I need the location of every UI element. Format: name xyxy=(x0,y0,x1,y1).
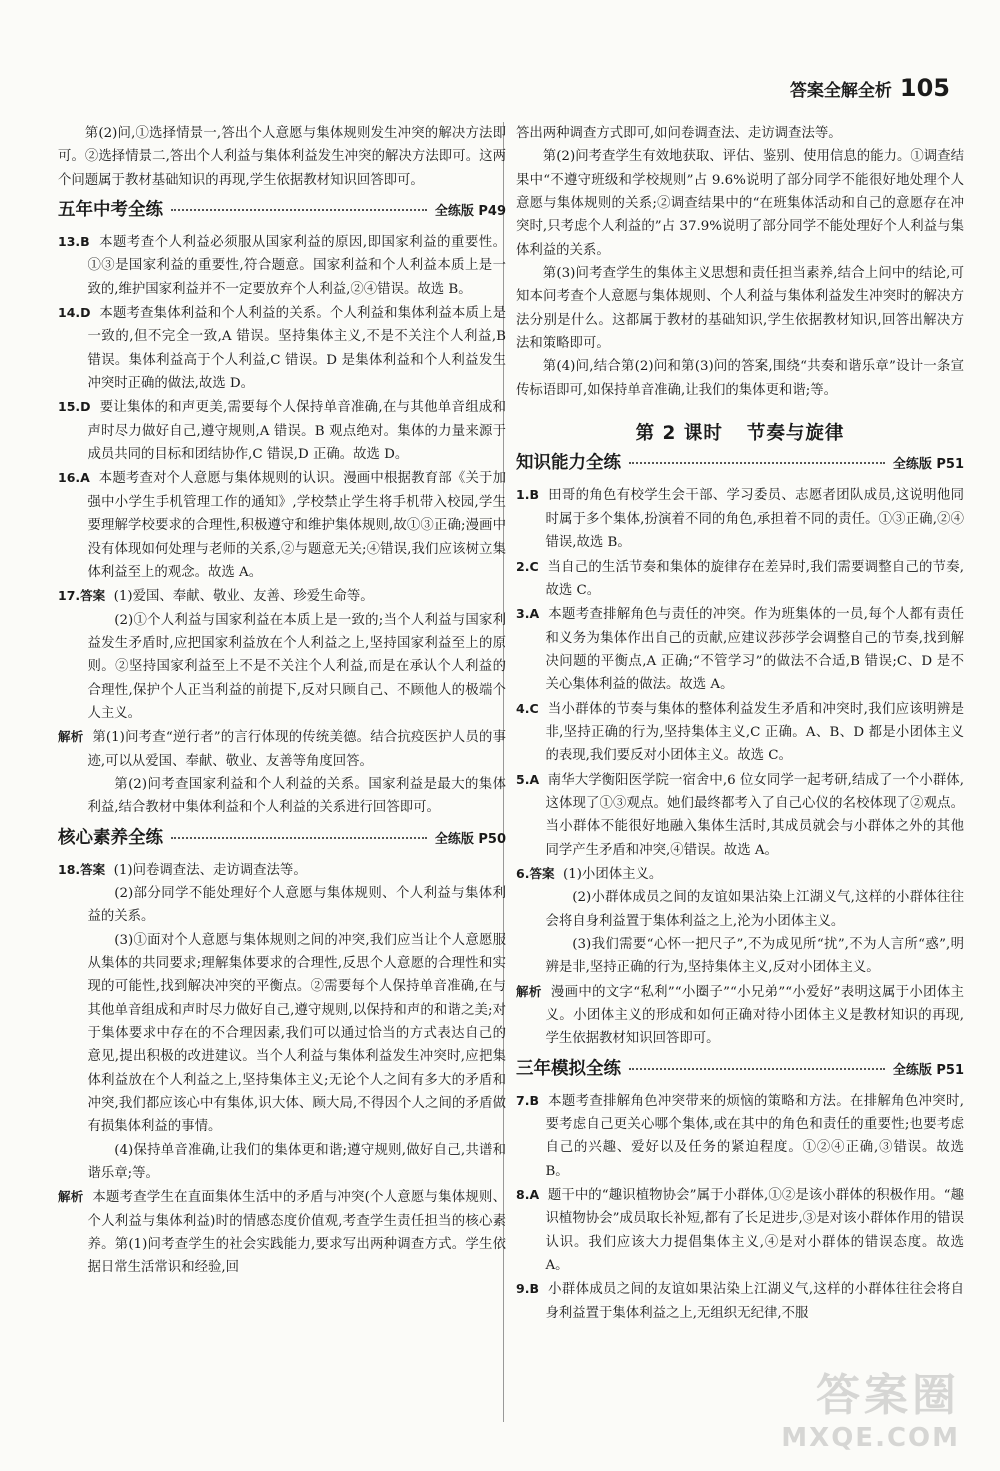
lesson-number: 第 2 课时 xyxy=(635,423,723,445)
left-column xyxy=(58,122,506,1280)
answer-number: 6.答案 xyxy=(516,865,555,881)
answer-2 xyxy=(516,555,964,603)
answer-number: 8.A xyxy=(516,1187,540,1203)
answer-4 xyxy=(516,697,964,768)
section-dots xyxy=(171,837,427,839)
watermark-line2: MXQE.COM xyxy=(781,1423,960,1453)
answer-text: 本题考查排解角色冲突带来的烦恼的策略和方法。在排解角色冲突时,要考虑自己更关心哪个集体,或在其中的角色和责任的重要性;也要考虑自己的兴趣、爱好以及任务的紧迫程度。①②④正确,③错误。故选 B。 xyxy=(545,1093,964,1179)
section-header-three-year xyxy=(516,1058,964,1084)
answer-6-part3: (3)我们需要“心怀一把尺子”,不为成见所“扰”,不为人言所“惑”,明辨是非,坚持正确的行为,坚持集体主义,反对小团体主义。 xyxy=(545,937,964,976)
page-number: 105 xyxy=(899,74,950,102)
answer-18-part4: (4)保持单音准确,让我们的集体更和谐;遵守规则,做好自己,共谱和谐乐章;等。 xyxy=(87,1142,506,1182)
header-title: 答案全解全析 xyxy=(789,80,892,101)
answer-6-part2: (2)小群体成员之间的友谊如果沾染上江湖义气,这样的小群体往往会将自身利益置于集体利益之上,沦为小团体主义。 xyxy=(545,890,964,929)
answer-5 xyxy=(516,768,964,862)
answer-text: 本题考查个人利益必须服从国家利益的原因,即国家利益的重要性。①③是国家利益的重要性,符合题意。国家利益和个人利益本质上是一致的,维护国家利益并不一定要放弃个人利益,②④错误。故选 B。 xyxy=(87,235,506,297)
analysis-18-q3: 第(3)问考查学生的集体主义思想和责任担当素养,结合上问中的结论,可知本问考查个人意愿与集体规则、个人利益与集体利益发生冲突时的解决方法分别是什么。这都属于教材的基础知识,学生依据教材知识,回答出解决方法和策略即可。 xyxy=(516,266,964,352)
continued-paragraph: 答出两种调查方式即可,如问卷调查法、走访调查法等。 xyxy=(516,126,842,141)
section-dots xyxy=(629,1068,885,1070)
answer-number: 7.B xyxy=(516,1092,539,1108)
answer-number: 16.A xyxy=(58,470,90,486)
section-ref: 全练版 P49 xyxy=(434,204,506,220)
answer-text: 当小群体的节奏与集体的整体利益发生矛盾和冲突时,我们应该明辨是非,坚持正确的行为,坚持集体主义,C 正确。A、B、D 都是小团体主义的表现,我们要反对小团体主义。故选 C。 xyxy=(545,701,964,764)
section-header-core xyxy=(58,827,506,853)
answer-text: (1)问卷调查法、走访调查法等。 xyxy=(113,862,307,878)
answer-text: 本题考查集体利益和个人利益的关系。个人利益和集体利益本质上是一致的,但不完全一致,A 错误。坚持集体主义,不是不关注个人利益,B 错误。集体利益高于个人利益,C 错误。D 是集体利益和个人利益发生冲突时正确的做法,故选 D。 xyxy=(87,306,507,392)
answer-3 xyxy=(516,602,964,696)
watermark-logo xyxy=(781,1359,960,1453)
answer-9 xyxy=(516,1277,964,1325)
answer-text: 本题考查排解角色与责任的冲突。作为班集体的一员,每个人都有责任和义务为集体作出自己的贡献,应建议莎莎学会调整自己的节奏,找到解决问题的平衡点,A 正确;“不管学习”的做法不合适,B 错误;C、D 是不关心集体利益的做法。故选 A。 xyxy=(545,607,964,693)
analysis-text: 第(1)问考查“逆行者”的言行体现的传统美德。结合抗疫医护人员的事迹,可以从爱国、奉献、敬业、友善等角度回答。 xyxy=(87,730,506,769)
answer-number: 2.C xyxy=(516,558,539,574)
analysis-18-q4: 第(4)问,结合第(2)问和第(3)问的答案,围绕“共奏和谐乐章”设计一条宣传标语即可,如保持单音准确,让我们的集体更和谐;等。 xyxy=(516,359,964,398)
analysis-6 xyxy=(516,980,964,1051)
answer-1 xyxy=(516,483,964,554)
answer-text: 本题考查对个人意愿与集体规则的认识。漫画中根据教育部《关于加强中小学生手机管理工作的通知》,学校禁止学生将手机带入校园,学生要理解学校要求的合理性,积极遵守和维护集体规则,故①③正确;漫画中没有体现如何处理与老师的关系,②与题意无关;④错误,我们应该树立集体利益至上的观念。故选 A。 xyxy=(87,471,507,580)
answer-number: 5.A xyxy=(516,771,540,787)
intro-paragraph: 第(2)问,①选择情景一,答出个人意愿与集体规则发生冲突的解决方法即可。②选择情景二,答出个人利益与集体利益发生冲突的解决方法即可。这两个问题属于教材基础知识的再现,学生依据教材知识回答即可。 xyxy=(58,126,506,188)
lesson-title xyxy=(516,422,964,445)
answer-14 xyxy=(58,301,506,395)
section-title: 知识能力全练 xyxy=(516,453,621,474)
section-dots xyxy=(629,462,885,464)
section-header-knowledge xyxy=(516,452,964,478)
answer-number: 14.D xyxy=(58,305,91,321)
analysis-18-q2: 第(2)问考查学生有效地获取、评估、鉴别、使用信息的能力。①调查结果中“不遵守班级和学校规则”占 9.6%说明了部分同学不能很好地处理个人意愿与集体规则的关系;②调查结果中的“在班集体活动和自己的意愿存在冲突时,只考虑个人利益的”占 37.9%说明了部分同学不能处理好个人利益与集体利益的关系。 xyxy=(516,149,964,258)
answer-text: 题干中的“趣识植物协会”属于小群体,①②是该小群体的积极作用。“趣识植物协会”成员取长补短,都有了长足进步,③是对该小群体作用的错误认识。我们应该大力提倡集体主义,④是对小群体的错误态度。故选 A。 xyxy=(545,1188,965,1274)
analysis-text: 本题考查学生在直面集体生活中的矛盾与冲突(个人意愿与集体规则、个人利益与集体利益)时的情感态度价值观,考查学生责任担当的核心素养。第(1)问考查学生的社会实践能力,要求写出两种调查方式。学生依据日常生活常识和经验,回 xyxy=(87,1190,506,1276)
watermark-line1: 答案圈 xyxy=(816,1370,960,1421)
analysis-label: 解析 xyxy=(58,729,84,745)
answer-6 xyxy=(516,862,964,886)
lesson-name: 节奏与旋律 xyxy=(746,423,845,445)
answer-number: 15.D xyxy=(58,399,91,415)
answer-13 xyxy=(58,230,506,301)
section-title: 三年模拟全练 xyxy=(516,1058,621,1079)
answer-16 xyxy=(58,466,506,584)
right-column xyxy=(516,122,964,1325)
section-title: 五年中考全练 xyxy=(58,200,163,221)
section-ref: 全练版 P51 xyxy=(892,457,964,473)
section-dots xyxy=(171,209,427,211)
answer-text: 当自己的生活节奏和集体的旋律存在差异时,我们需要调整自己的节奏,故选 C。 xyxy=(545,559,964,598)
answer-text: 南华大学衡阳医学院一宿舍中,6 位女同学一起考研,结成了一个小群体,这体现了①③观点。她们最终都考入了自己心仪的名校体现了②观点。当小群体不能很好地融入集体生活时,其成员就会与小群体之外的其他同学产生矛盾和冲突,④错误。故选 A。 xyxy=(545,772,965,858)
analysis-label: 解析 xyxy=(516,983,542,999)
answer-text: 小群体成员之间的友谊如果沾染上江湖义气,这样的小群体往往会将自身利益置于集体利益之上,无组织无纪律,不服 xyxy=(545,1282,964,1321)
answer-15 xyxy=(58,395,506,466)
answer-number: 4.C xyxy=(516,700,539,716)
analysis-text: 漫画中的文字“私利”“小圈子”“小兄弟”“小爱好”表明这属于小团体主义。小团体主义的形成和如何正确对待小团体主义是教材知识的再现,学生依据教材知识回答即可。 xyxy=(545,984,964,1047)
answer-17-part2: (2)①个人利益与国家利益在本质上是一致的;当个人利益与国家利益发生矛盾时,应把国家利益放在个人利益之上,坚持国家利益至上的原则。②坚持国家利益至上不是不关注个人利益,而是在承认个人利益的合理性,保护个人正当利益的前提下,反对只顾自己、不顾他人的极端个人主义。 xyxy=(87,612,506,721)
page-header xyxy=(790,74,950,102)
answer-text: (1)爱国、奉献、敬业、友善、珍爱生命等。 xyxy=(113,589,374,605)
answer-number: 1.B xyxy=(516,487,539,503)
answer-7 xyxy=(516,1089,964,1183)
answer-17 xyxy=(58,584,506,608)
answer-number: 13.B xyxy=(58,234,90,250)
answer-text: 要让集体的和声更美,需要每个人保持单音准确,在与其他单音组成和声时尽力做好自己,遵守规则,A 错误。B 观点绝对。集体的力量来源于成员共同的目标和团结协作,C 错误,D 正确。故选 D。 xyxy=(87,400,507,463)
answer-number: 18.答案 xyxy=(58,861,106,877)
answer-number: 17.答案 xyxy=(58,588,106,604)
section-title: 核心素养全练 xyxy=(58,827,163,848)
section-ref: 全练版 P50 xyxy=(434,831,506,847)
answer-8 xyxy=(516,1183,964,1277)
answer-number: 3.A xyxy=(516,606,540,622)
answer-text: (1)小团体主义。 xyxy=(562,866,663,882)
answer-18-part2: (2)部分同学不能处理好个人意愿与集体规则、个人利益与集体利益的关系。 xyxy=(87,885,506,925)
analysis-17-part2: 第(2)问考查国家利益和个人利益的关系。国家利益是最大的集体利益,结合教材中集体利益和个人利益的关系进行回答即可。 xyxy=(87,776,506,816)
answer-text: 田哥的角色有校学生会干部、学习委员、志愿者团队成员,这说明他同时属于多个集体,扮演着不同的角色,承担着不同的责任。①③正确,②④错误,故选 B。 xyxy=(545,488,964,551)
section-ref: 全练版 P51 xyxy=(892,1062,964,1078)
answer-number: 9.B xyxy=(516,1281,539,1297)
analysis-18 xyxy=(58,1185,506,1279)
analysis-17 xyxy=(58,725,506,773)
answer-18-part3: (3)①面对个人意愿与集体规则之间的冲突,我们应当让个人意愿服从集体的共同要求;理解集体要求的合理性,反思个人意愿的合理性和实现的可能性,找到解决冲突的平衡点。②需要每个人保持单音准确,在与其他单音组成和声时尽力做好自己,遵守规则,以保持和声的和谐之美;对于集体要求中存在的不合理因素,我们可以通过恰当的方式表达自己的意见,提出积极的改进建议。当个人利益与集体利益发生冲突时,应把集体利益放在个人利益之上,坚持集体主义;无论个人之间有多大的矛盾和冲突,我们都应该心中有集体,识大体、顾大局,不得因个人之间的矛盾做有损集体利益的事情。 xyxy=(87,932,506,1135)
analysis-label: 解析 xyxy=(58,1189,84,1205)
section-header-five-year xyxy=(58,199,506,225)
answer-18 xyxy=(58,858,506,882)
